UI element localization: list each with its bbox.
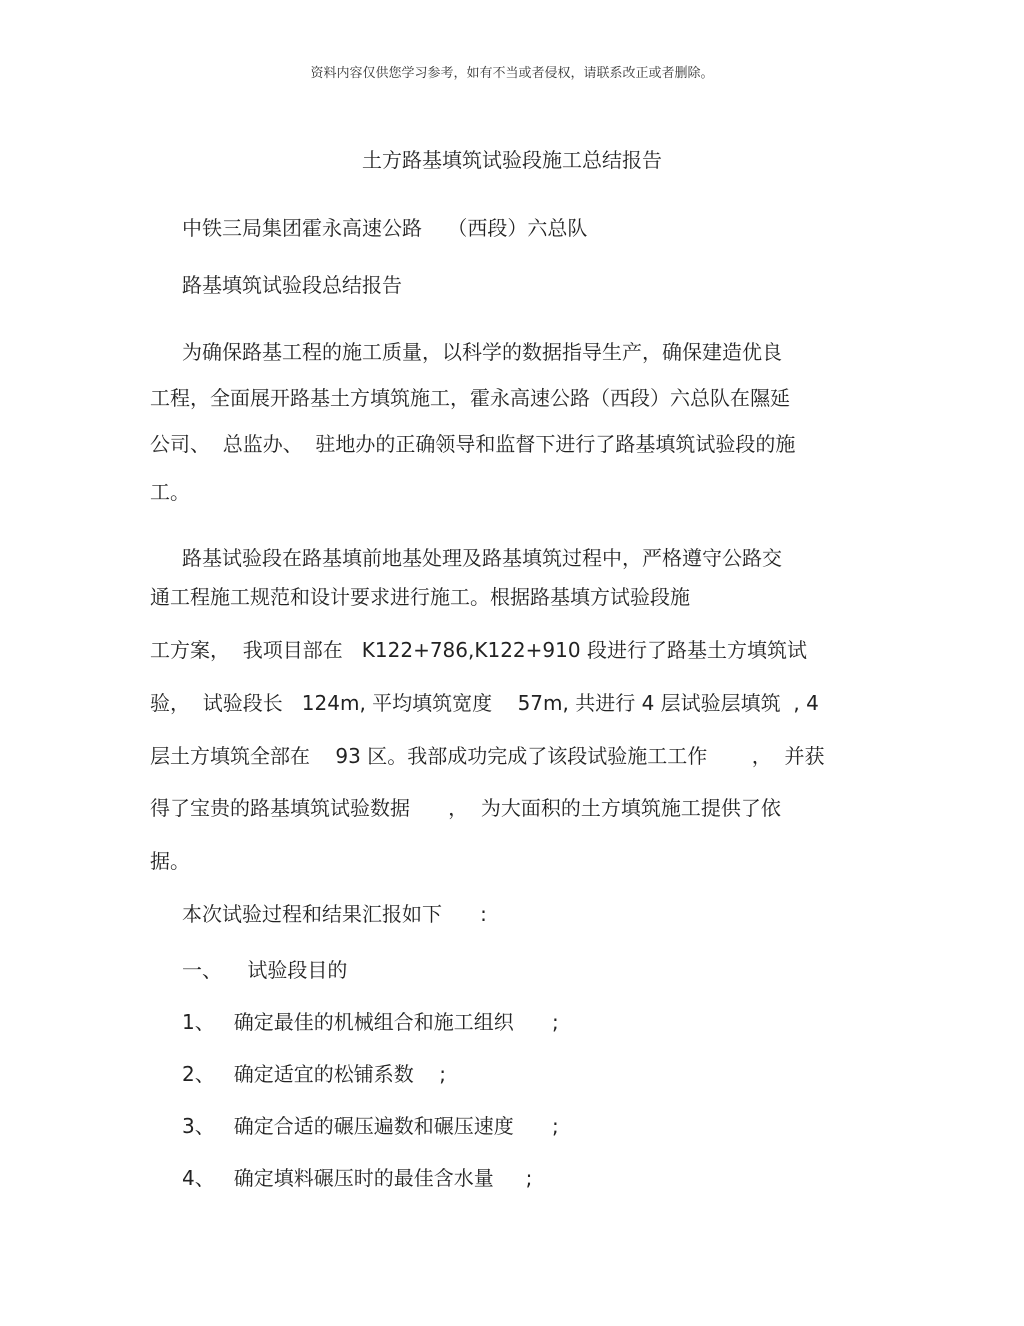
list-item: 3、 确定合适的碾压遍数和碾压速度 ; (182, 1114, 559, 1138)
para2-line: 得了宝贵的路基填筑试验数据 ， 为大面积的土方填筑施工提供了依 (150, 796, 781, 820)
para2-line: 工方案， 我项目部在 K122+786,K122+910 段进行了路基土方填筑试 (150, 638, 807, 662)
para1-line: 工程，全面展开路基土方填筑施工，霍永高速公路（西段）六总队在隰延 (150, 386, 790, 410)
para1-line: 为确保路基工程的施工质量，以科学的数据指导生产，确保建造优良 (182, 340, 782, 364)
section-heading: 一、 试验段目的 (182, 958, 348, 982)
list-item: 2、 确定适宜的松铺系数 ; (182, 1062, 446, 1086)
para2-line: 据。 (150, 849, 190, 873)
header-notice: 资料内容仅供您学习参考，如有不当或者侵权，请联系改正或者删除。 (310, 66, 714, 81)
para1-line: 工。 (150, 480, 190, 504)
intro-line: 本次试验过程和结果汇报如下 : (182, 902, 487, 926)
para2-line: 验， 试验段长 124m, 平均填筑宽度 57m, 共进行 4 层试验层填筑 , 4 (150, 691, 819, 715)
report-line: 路基填筑试验段总结报告 (182, 273, 402, 297)
para2-line: 路基试验段在路基填前地基处理及路基填筑过程中，严格遵守公路交 (182, 546, 782, 570)
para2-line: 层土方填筑全部在 93 区。我部成功完成了该段试验施工工作 ， 并获 (150, 744, 825, 768)
list-item: 1、 确定最佳的机械组合和施工组织 ; (182, 1010, 559, 1034)
org-line: 中铁三局集团霍永高速公路 （西段）六总队 (182, 216, 588, 240)
para2-line: 通工程施工规范和设计要求进行施工。根据路基填方试验段施 (150, 585, 690, 609)
list-item: 4、 确定填料碾压时的最佳含水量 ; (182, 1166, 533, 1190)
document-title: 土方路基填筑试验段施工总结报告 (362, 148, 662, 172)
para1-line: 公司、 总监办、 驻地办的正确领导和监督下进行了路基填筑试验段的施 (150, 432, 796, 456)
